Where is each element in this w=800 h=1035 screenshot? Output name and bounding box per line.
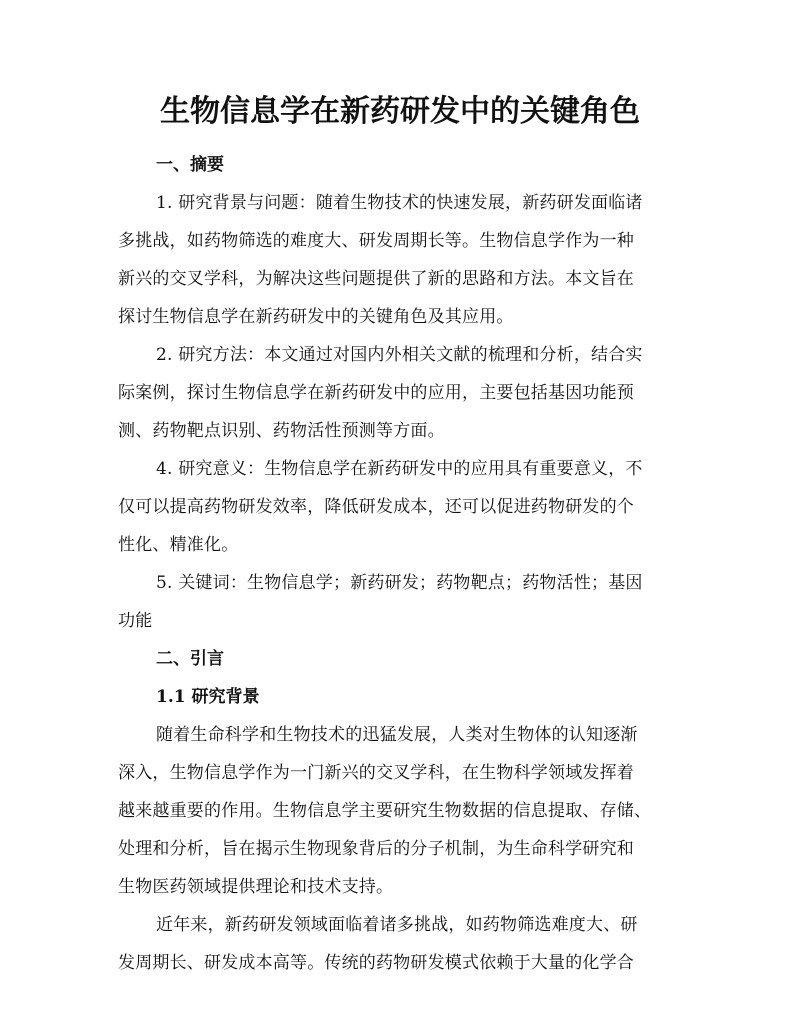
paragraph: [118, 906, 680, 982]
text-line: 4. 研究意义：生物信息学在新药研发中的应用具有重要意义，不: [156, 459, 643, 479]
text-line: 越来越重要的作用。生物信息学主要研究生物数据的信息提取、存储、: [118, 801, 652, 821]
text-line: 仅可以提高药物研发效率，降低研发成本，还可以促进药物研发的个: [118, 497, 634, 517]
section-introduction: [118, 640, 680, 982]
text-line: 深入，生物信息学作为一门新兴的交叉学科，在生物科学领域发挥着: [118, 763, 634, 783]
section-heading-abstract: 一、摘要: [156, 155, 224, 175]
text-line: 随着生命科学和生物技术的迅猛发展，人类对生物体的认知逐渐: [156, 725, 638, 745]
section-abstract: [118, 146, 680, 640]
document-body: [118, 146, 680, 982]
text-line: 5. 关键词：生物信息学；新药研发；药物靶点；药物活性；基因: [156, 573, 643, 593]
paragraph: [118, 564, 680, 640]
text-line: 处理和分析，旨在揭示生物现象背后的分子机制，为生命科学研究和: [118, 839, 634, 859]
text-line: 新兴的交叉学科，为解决这些问题提供了新的思路和方法。本文旨在: [118, 269, 634, 289]
text-line: 2. 研究方法：本文通过对国内外相关文献的梳理和分析，结合实: [156, 345, 643, 365]
text-line: 际案例，探讨生物信息学在新药研发中的应用，主要包括基因功能预: [118, 383, 634, 403]
section-heading-introduction: 二、引言: [156, 649, 224, 669]
text-line: 发周期长、研发成本高等。传统的药物研发模式依赖于大量的化学合: [118, 953, 634, 973]
paragraph: [118, 184, 680, 336]
text-line: 探讨生物信息学在新药研发中的关键角色及其应用。: [118, 307, 514, 327]
text-line: 近年来，新药研发领域面临着诸多挑战，如药物筛选难度大、研: [156, 915, 638, 935]
paragraph: [118, 336, 680, 450]
subsection-heading: 1.1 研究背景: [156, 687, 260, 707]
text-line: 1. 研究背景与问题：随着生物技术的快速发展，新药研发面临诸: [156, 193, 643, 213]
text-line: 多挑战，如药物筛选的难度大、研发周期长等。生物信息学作为一种: [118, 231, 634, 251]
text-line: 功能: [118, 611, 153, 631]
paragraph: [118, 450, 680, 564]
text-line: 生物医药领域提供理论和技术支持。: [118, 877, 394, 897]
paragraph: [118, 716, 680, 906]
text-line: 性化、精准化。: [118, 535, 239, 555]
document-title: 生物信息学在新药研发中的关键角色: [160, 94, 640, 129]
text-line: 测、药物靶点识别、药物活性预测等方面。: [118, 421, 445, 441]
